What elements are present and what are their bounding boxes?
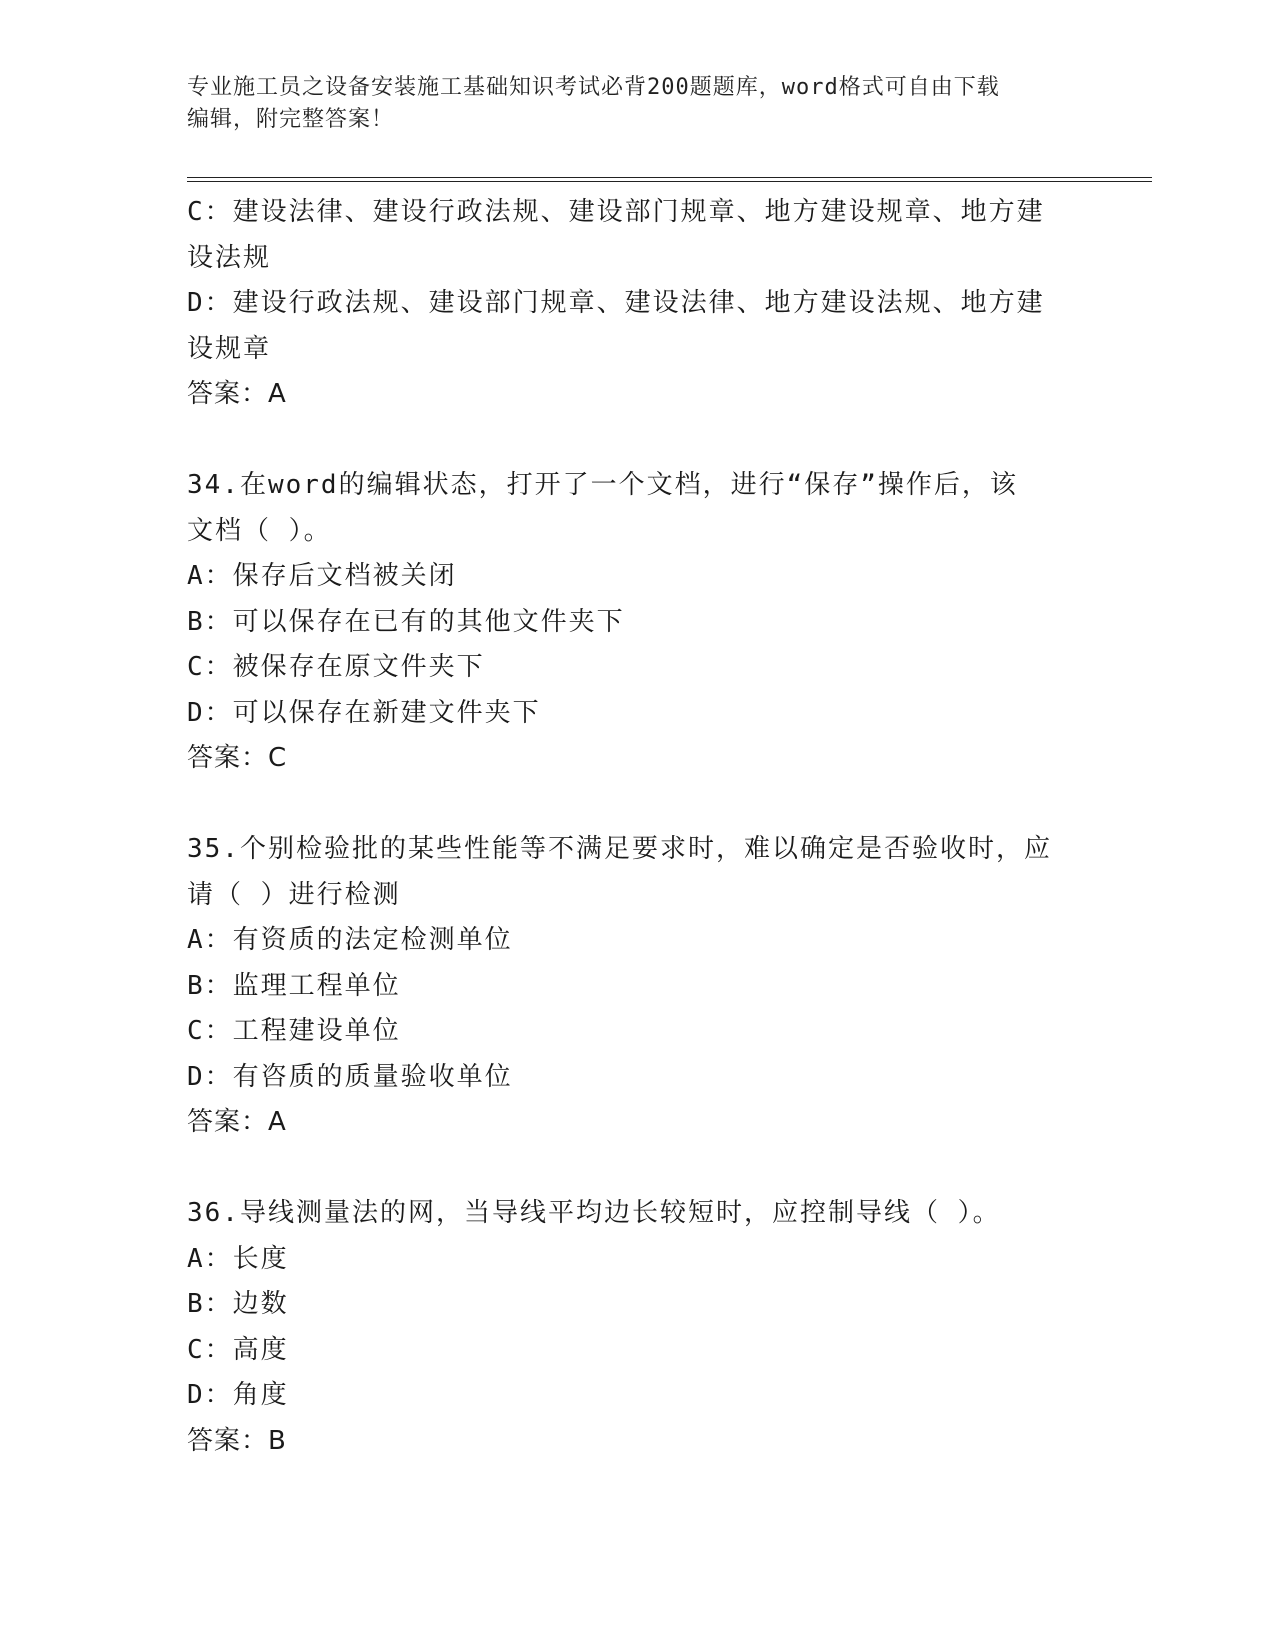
question-block-35	[187, 827, 1067, 1146]
question-block-34	[187, 463, 1067, 782]
spacer	[187, 418, 1067, 464]
answer-line: 答案：C	[187, 743, 288, 773]
question-text-line-2: 文档（ ）。	[187, 515, 332, 546]
answer-line: 答案：A	[187, 379, 287, 409]
option-c: C：被保存在原文件夹下	[187, 652, 485, 682]
option-a: A：长度	[187, 1243, 289, 1274]
option-c-line-2: 设法规	[187, 242, 272, 273]
document-header	[187, 72, 1067, 136]
spacer	[187, 1146, 1067, 1192]
option-c-line-1: C：建设法律、建设行政法规、建设部门规章、地方建设规章、地方建	[187, 197, 1045, 227]
question-text-line-2: 请（ ）进行检测	[187, 879, 401, 910]
option-d: D：有咨质的质量验收单位	[187, 1061, 513, 1092]
option-d: D：可以保存在新建文件夹下	[187, 697, 541, 728]
header-title-line-1: 专业施工员之设备安装施工基础知识考试必背200题题库，word格式可自由下载	[187, 75, 1000, 100]
header-title-line-2: 编辑，附完整答案！	[187, 107, 395, 132]
question-text-line-1: 35.个别检验批的某些性能等不满足要求时，难以确定是否验收时，应	[187, 834, 1052, 864]
option-b: B：边数	[187, 1289, 289, 1319]
question-text-line-1: 36.导线测量法的网，当导线平均边长较短时，应控制导线（ ）。	[187, 1198, 1001, 1228]
option-a: A：保存后文档被关闭	[187, 561, 457, 591]
option-d-line-1: D：建设行政法规、建设部门规章、建设法律、地方建设法规、地方建	[187, 288, 1045, 318]
option-c: C：工程建设单位	[187, 1016, 401, 1046]
option-b: B：监理工程单位	[187, 970, 401, 1001]
spacer	[187, 782, 1067, 828]
question-block-33	[187, 190, 1067, 418]
option-a: A：有资质的法定检测单位	[187, 925, 513, 955]
header-double-rule	[187, 177, 1152, 182]
question-block-36	[187, 1191, 1067, 1464]
answer-line: 答案：A	[187, 1107, 287, 1137]
question-text-line-1: 34.在word的编辑状态，打开了一个文档，进行“保存”操作后，该	[187, 470, 1018, 500]
option-c: C：高度	[187, 1334, 289, 1365]
answer-line: 答案：B	[187, 1425, 287, 1456]
option-d-line-2: 设规章	[187, 333, 272, 364]
option-b: B：可以保存在已有的其他文件夹下	[187, 606, 625, 637]
document-body	[187, 190, 1067, 1464]
option-d: D：角度	[187, 1380, 289, 1410]
